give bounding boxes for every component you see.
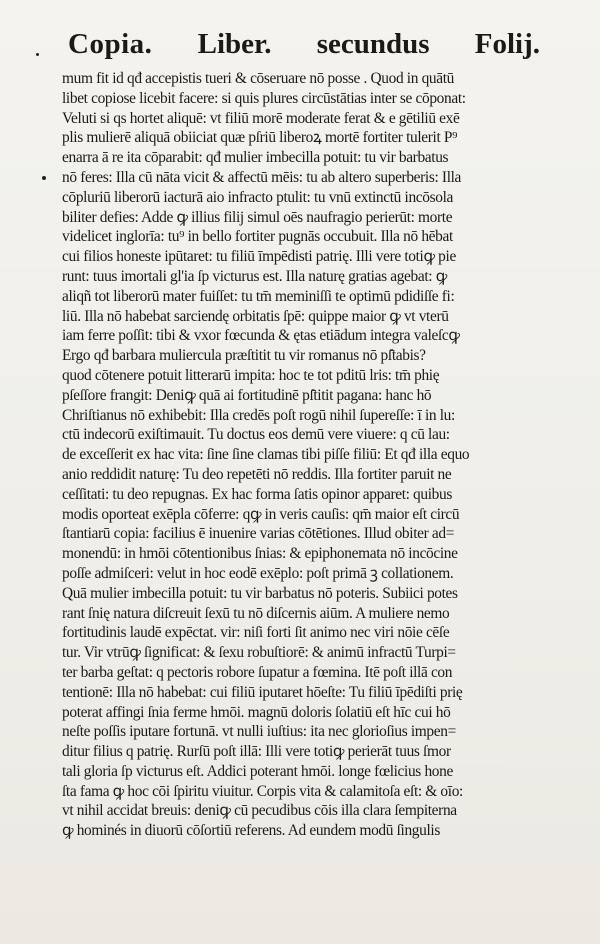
text-line: enarra ā re ita cōparabit: qđ mulier imbecilla potuit: tu vir barbatus — [62, 149, 449, 167]
text-line: vt nihil accidat breuis: deniꝙ cū pecudibus cōis illa clara ſempiterna — [62, 802, 457, 820]
text-line: ter barba geſtat: q pectoris robore ſupatur a fœmina. Itē poſt illā con — [62, 663, 453, 681]
text-line: tur. Vir vtrūꝙ ſignificat: & ſexu robuſtiorē: & animū infractū Turpi= — [62, 644, 456, 662]
text-line: nō feres: Illa cū nāta vicit & affectū mēis: tu ab altero superberis: Illa — [62, 168, 462, 186]
text-line: fortitudinis laudē expēctat. vir: niſi forti ſit animo nec viri nōie cēſe — [62, 624, 450, 642]
text-line: anio reddidit naturę: Tu deo repetēti nō reddis. Illa fortiter paruit ne — [62, 465, 452, 483]
text-line: ceſſitati: tu deo repugnas. Ex hac forma ſatis opinor apparet: quibus — [62, 485, 452, 503]
text-line: libet copiose licebit facere: si quis plures circūstātias inter se cōponat: — [62, 89, 466, 107]
running-head-copia: Copia. — [68, 28, 153, 60]
text-line: neſte poſſis iputare fortunā. vt nulli iuſtius: ita nec glorioſius impen= — [62, 723, 456, 741]
text-line: liū. Illa nō habebat sarciendę orbitatis ſpē: quippe maior ꝙ vt vterū — [62, 307, 449, 325]
text-line: cui filios honeste ipūtaret: tu filiū īmpēdisti patrię. Illi vere totiꝙ pie — [62, 248, 456, 266]
running-head — [68, 28, 540, 68]
text-line: Veluti si qs hortet aliquē: vt filiū morē moderate ferat & e gētiliū exē — [62, 109, 460, 127]
text-line: tali gloria ſp victurus eſt. Addici poterant hmōi. longe fœlicius hone — [62, 762, 453, 780]
margin-mark-side — [42, 176, 46, 180]
text-line: rant ſnię natura diſcreuit ſexū tu nō diſcernis aiūm. A muliere nemo — [62, 604, 450, 622]
text-line: aliqñ tot liberorū mater fuiſſet: tu tm̄ meminiſſi te optimū pdidiſſe fi: — [62, 287, 455, 305]
text-line: de exceſſerit ex hac vita: ſine ſine clamas tibi piſſe filiū: Et qđ illa equo — [62, 446, 470, 464]
text-line: Chriſtianus nō exhibebit: Illa credēs poſt rogū nihil ſupereſſe: ī in lu: — [62, 406, 455, 424]
text-line: videlicet inglorīa: tu⁹ in bello fortiter pugnās occubuit. Illa nō hēbat — [62, 228, 453, 246]
text-line: biliter defies: Adde ꝙ illius filij simul oēs naufragio perierūt: morte — [62, 208, 453, 226]
text-line: ſta fama ꝙ hoc cōi ſpiritu viuitur. Corpis vita & calamitoſa eſt: & oīo: — [62, 782, 463, 800]
text-line: plis mulierē aliquā obiiciat quæ pſriū liberoꝝ mortē fortiter tulerit P⁹ — [62, 129, 458, 147]
running-head-secundus: secundus — [316, 28, 430, 60]
text-line: pſeſſore frangit: Deniꝙ quā ai fortitudinē pſ̄titit pagana: hanc hō — [62, 386, 432, 404]
running-head-liber: Liber. — [197, 28, 272, 60]
text-line: mum fit id qđ accepistis tueri & cōseruare nō posse . Quod in quātū — [62, 70, 455, 87]
text-line: Ergo qđ barbara muliercula præſtitit tu vir romanus nō pſ̄tabis? — [62, 347, 426, 365]
text-line: ſtantiarū copia: facilius ē inuenire varias cōtētiones. Illud obiter ad= — [62, 525, 455, 543]
text-line: cōpluriū liberorū iacturā aio infracto ptulit: tu vnū extinctū incōsola — [62, 188, 454, 206]
text-line: tentionē: Illa nō habebat: cui filiū iputaret hōeſte: Tu filiū īpēdiſti prię — [62, 683, 463, 701]
text-line: runt: tuus imortali gl'ia ſp victurus est. Illa naturę gratias agebat: ꝙ — [62, 267, 447, 285]
text-line: iam ferre poſſit: tibi & vxor fœcunda & ętas etiādum integra valeſcꝙ — [62, 327, 460, 345]
text-line: ditur filius q patrię. Rurſū poſt illā: Illi vere totiꝙ perierāt tuus ſmor — [62, 743, 451, 761]
folio-label: Folij. — [474, 28, 540, 60]
text-line: monendū: in hmōi cōtentionibus ſnias: & epiphonemata nō incōcine — [62, 545, 458, 563]
text-line: quod cōtenere potuit litterarū impita: hoc te tot pditū lris: tm̄ phię — [62, 366, 440, 384]
text-line: poſſe admiſceri: velut in hoc eodē exēplo: poſt primā ꝫ collationem. — [62, 564, 454, 582]
text-line: Quā mulier imbecilla potuit: tu vir barbatus nō poteris. Subiici potes — [62, 584, 458, 602]
text-line: ꝙ hominés in diuorū cōſortiū referens. Ad eundem modū ſingulis — [62, 822, 440, 840]
text-line: modis oporteat exēpla cōferre: qꝙ in veris cauſis: qm̄ maior eſt circū — [62, 505, 460, 523]
margin-mark-top — [36, 53, 39, 56]
body-text — [62, 69, 550, 841]
text-line: poterat affingi ſnia ferme hmōi. magnū doloris ſolatiū eſt hīc cui hō — [62, 703, 451, 721]
text-line: ctū indecorū exiſtimauit. Tu doctus eos demū vere viuere: q cū lau: — [62, 426, 450, 444]
